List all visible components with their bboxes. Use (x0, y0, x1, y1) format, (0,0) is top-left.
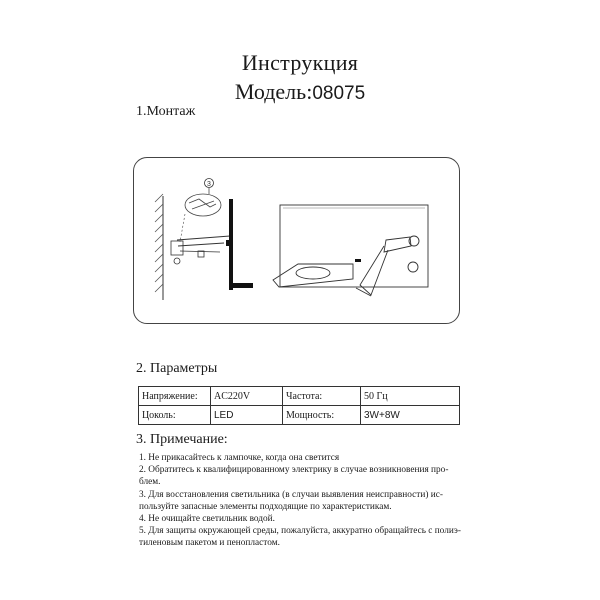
section-mounting-title: 1.Монтаж (136, 104, 196, 119)
document-title: Инструкция (241, 50, 359, 75)
note-line: блем. (139, 477, 161, 488)
model-label: Модель: (234, 79, 313, 104)
parameters-table (138, 386, 460, 425)
note-line: 1. Не прикасайтесь к лампочке, когда она светится (139, 453, 340, 463)
table-cell: Мощность: (283, 406, 361, 425)
table-cell: AC220V (211, 387, 283, 406)
diagram-callout-number: 3 (207, 181, 211, 188)
table-cell: 50 Гц (361, 387, 460, 406)
section-parameters-title: 2. Параметры (136, 361, 218, 376)
table-cell: Частота: (283, 387, 361, 406)
notes-list (139, 452, 469, 550)
note-line: 4. Не очищайте светильник водой. (139, 514, 275, 525)
model-line (0, 79, 600, 105)
note-line: 2. Обратитесь к квалифицированному электрику в случае возникновения про- (139, 465, 449, 476)
note-line: 5. Для защиты окружающей среды, пожалуйста, аккуратно обращайтесь с полиэ- (139, 526, 461, 537)
table-cell: Напряжение: (139, 387, 211, 406)
table-row (139, 387, 460, 406)
table-cell: Цоколь: (139, 406, 211, 425)
note-line: тиленовым пакетом и пенопластом. (139, 538, 280, 549)
note-line: 3. Для восстановления светильника (в случаи выявления неисправности) ис- (139, 489, 443, 500)
table-cell: LED (211, 406, 283, 425)
mounting-diagram-frame (133, 157, 460, 324)
table-cell: 3W+8W (361, 406, 460, 425)
table-row (139, 406, 460, 425)
section-notes-title: 3. Примечание: (136, 432, 228, 447)
note-line: пользуйте запасные элементы подходящие по характеристикам. (139, 501, 392, 512)
model-number: 08075 (312, 83, 366, 104)
